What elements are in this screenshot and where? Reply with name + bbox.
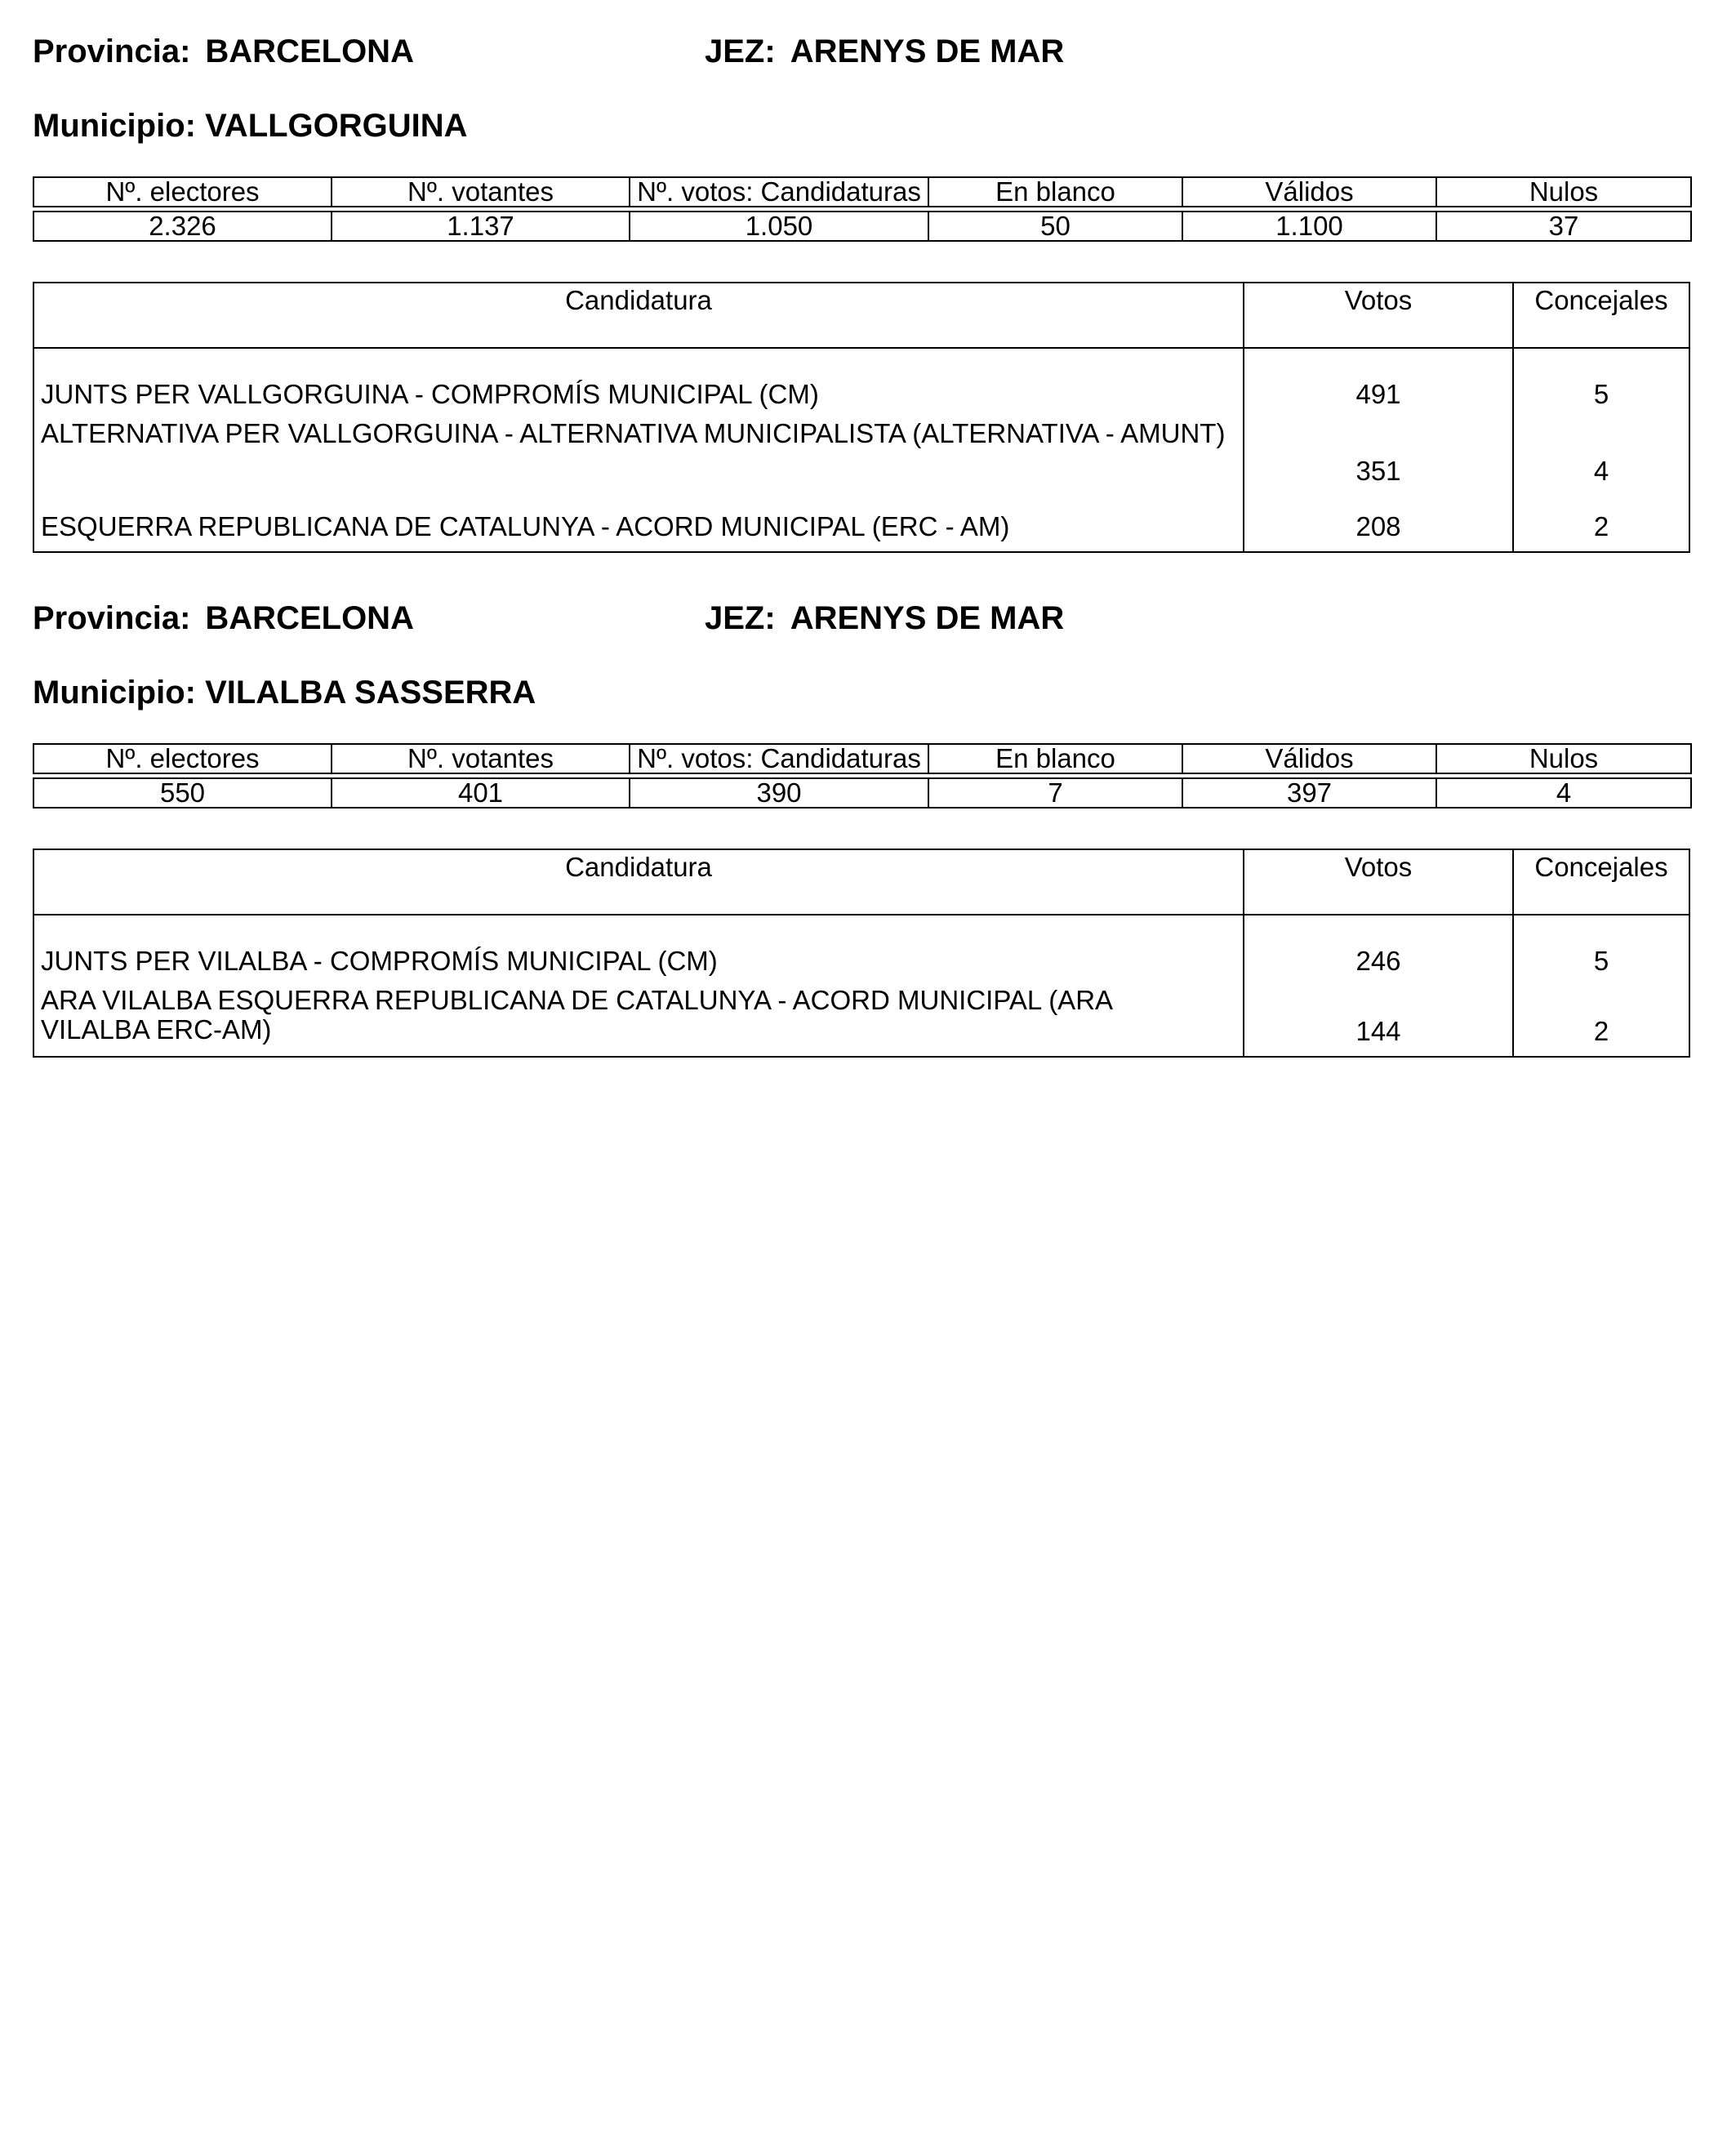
jez-line [705,602,1064,635]
stats-header-cell: En blanco [928,744,1182,773]
candidaturas-table [33,849,1690,1058]
candidate-concejales: 2 [1512,489,1689,551]
candidatura-header: Candidatura [565,852,712,882]
candidate-concejales: 5 [1512,349,1689,416]
candidate-name: ALTERNATIVA PER VALLGORGUINA - ALTERNATIVA MUNICIPALISTA (ALTERNATIVA - AMUNT) [41,418,1226,448]
concejales-header: Concejales [1512,283,1689,347]
candidate-votos: 491 [1243,349,1512,416]
concejales-header: Concejales [1512,850,1689,914]
municipio-line [33,676,536,709]
candidate-row [34,982,1689,1056]
municipio-value: VILALBA SASSERRA [205,675,536,710]
stats-header-cell: Nº. votantes [332,177,630,207]
candidate-name: ARA VILALBA ESQUERRA REPUBLICANA DE CATALUNYA - ACORD MUNICIPAL (ARA VILALBA ERC-AM) [41,985,1112,1045]
candidate-votos: 208 [1243,489,1512,551]
votos-header: Votos [1243,283,1512,347]
stats-header-cell: Nº. votos: Candidaturas [630,744,928,773]
provincia-label: Provincia: [33,33,191,69]
stats-header-cell: Válidos [1182,744,1436,773]
stats-value-cell: 37 [1436,212,1691,241]
jez-line [705,35,1064,68]
jez-value: ARENYS DE MAR [790,600,1065,636]
candidate-votos: 351 [1243,416,1512,489]
provincia-line [33,35,414,68]
stats-value-row [33,212,1691,241]
stats-value-row [33,778,1691,808]
stats-table [33,743,1692,808]
candidate-votos: 144 [1243,982,1512,1056]
candidatura-header: Candidatura [565,285,712,315]
jez-value: ARENYS DE MAR [790,33,1065,69]
provincia-value: BARCELONA [205,33,414,69]
stats-header-cell: Nulos [1436,744,1691,773]
stats-header-cell: Nº. electores [33,177,332,207]
stats-value-cell: 7 [928,778,1182,808]
candidate-row [34,489,1689,551]
municipio-label: Municipio: [33,108,196,144]
candidate-votos: 246 [1243,915,1512,982]
stats-header-cell: Válidos [1182,177,1436,207]
candidate-name: JUNTS PER VALLGORGUINA - COMPROMÍS MUNICIPAL (CM) [41,379,819,409]
stats-value-cell: 401 [332,778,630,808]
stats-value-cell: 50 [928,212,1182,241]
candidate-concejales: 5 [1512,915,1689,982]
stats-value-cell: 390 [630,778,928,808]
candidaturas-table [33,282,1690,553]
municipio-value: VALLGORGUINA [205,108,468,144]
municipio-line [33,109,468,142]
stats-value-cell: 4 [1436,778,1691,808]
stats-header-cell: En blanco [928,177,1182,207]
jez-label: JEZ: [705,33,776,69]
candidate-row [34,416,1689,489]
candidate-name: ESQUERRA REPUBLICANA DE CATALUNYA - ACORD MUNICIPAL (ERC - AM) [41,511,1010,541]
provincia-value: BARCELONA [205,600,414,636]
candidaturas-header-row [34,283,1689,349]
stats-header-cell: Nulos [1436,177,1691,207]
stats-header-row [33,744,1691,773]
provincia-line [33,602,414,635]
stats-value-cell: 1.050 [630,212,928,241]
candidate-row [34,915,1689,982]
stats-header-cell: Nº. electores [33,744,332,773]
votos-header: Votos [1243,850,1512,914]
stats-value-cell: 397 [1182,778,1436,808]
stats-table [33,176,1692,242]
stats-value-cell: 550 [33,778,332,808]
stats-header-row [33,177,1691,207]
stats-value-cell: 1.137 [332,212,630,241]
candidate-name: JUNTS PER VILALBA - COMPROMÍS MUNICIPAL (CM) [41,946,718,976]
stats-value-cell: 1.100 [1182,212,1436,241]
jez-label: JEZ: [705,600,776,636]
provincia-label: Provincia: [33,600,191,636]
stats-value-cell: 2.326 [33,212,332,241]
candidate-concejales: 2 [1512,982,1689,1056]
candidaturas-header-row [34,850,1689,915]
candidate-row [34,349,1689,416]
municipio-label: Municipio: [33,675,196,710]
stats-header-cell: Nº. votantes [332,744,630,773]
stats-header-cell: Nº. votos: Candidaturas [630,177,928,207]
candidate-concejales: 4 [1512,416,1689,489]
